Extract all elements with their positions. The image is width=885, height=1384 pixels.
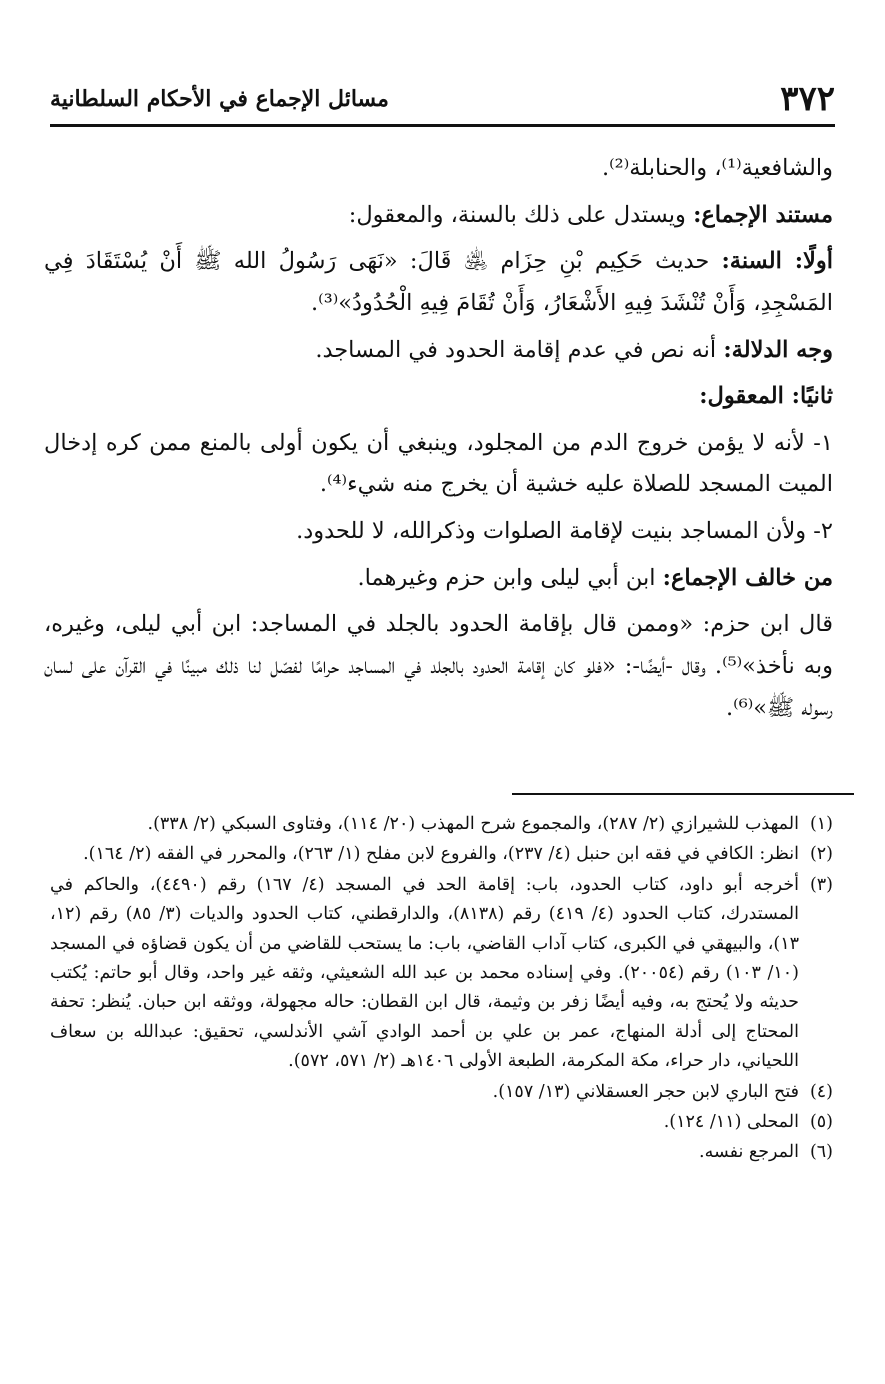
footnote-number: (٣) — [809, 874, 833, 895]
footnote — [50, 1078, 833, 1107]
section-label: من خالف الإجماع: — [662, 564, 833, 591]
page-number: ٣٧٢ — [780, 79, 835, 119]
section-label: وجه الدلالة: — [723, 336, 833, 363]
footnote — [50, 1138, 833, 1167]
footnote-text: المحلى (١١/ ١٢٤). — [663, 1111, 799, 1132]
section-label: ثانيًا: المعقول: — [699, 383, 833, 410]
footnote — [50, 871, 833, 1077]
main-text — [44, 148, 833, 734]
paragraph-text: ابن أبي ليلى وابن حزم وغيرهما. — [357, 564, 663, 591]
footnote-number: (١) — [809, 814, 833, 834]
footnote-text: فتح الباري لابن حجر العسقلاني (١٣/ ١٥٧). — [492, 1081, 799, 1102]
footnote-text: المرجع نفسه. — [699, 1142, 799, 1163]
paragraph: ٢- ولأن المساجد بنيت لإقامة الصلوات وذكرالله، لا للحدود. — [296, 518, 833, 544]
paragraph — [44, 195, 833, 237]
running-title: مسائل الإجماع في الأحكام السلطانية — [50, 86, 389, 112]
section-label: مستند الإجماع: — [693, 201, 833, 228]
paragraph — [44, 558, 833, 600]
footnote-number: (٢) — [809, 844, 833, 865]
paragraph-text: ويستدل على ذلك بالسنة، والمعقول: — [348, 201, 694, 228]
paragraph: ١- لأنه لا يؤمن خروج الدم من المجلود، وينبغي أن يكون أولى بالمنع ممن كره إدخال الميت المسجد للصلاة عليه خشية أن يخرج منه شيء⁽⁴⁾. — [44, 429, 833, 498]
footnote-number: (٦) — [809, 1142, 833, 1163]
paragraph — [44, 376, 833, 418]
footnote-number: (٤) — [809, 1081, 833, 1102]
footnote-text: المهذب للشيرازي (٢/ ٢٨٧)، والمجموع شرح المهذب (٢٠/ ١١٤)، وفتاوى السبكي (٢/ ٣٣٨). — [147, 814, 799, 834]
footnote — [50, 1108, 833, 1137]
footnote-divider — [512, 793, 854, 795]
section-label: أولًا: السنة: — [721, 248, 834, 275]
paragraph: والشافعية⁽¹⁾، والحنابلة⁽²⁾. — [601, 155, 833, 181]
paragraph-text: حديث حَكِيم بْنِ حِزَام ﵁ قَالَ: «نَهَى رَسُولُ الله ﷺ أَنْ يُسْتَقَادَ فِي المَسْجِدِ، وَأَنْ تُنْشَدَ فِيهِ الأَشْعَارُ، وَأَنْ تُقَامَ فِيهِ الْحُدُودُ»⁽³⁾. — [44, 248, 833, 316]
paragraph-text: أنه نص في عدم إقامة الحدود في المساجد. — [315, 336, 724, 363]
page-header — [50, 74, 835, 127]
footnote-text: أخرجه أبو داود، كتاب الحدود، باب: إقامة الحد في المسجد (٤/ ١٦٧) رقم (٤٤٩٠)، والحاكم في المستدرك، كتاب الحدود (٤/ ٤١٩) رقم (٨١٣٨)، والدارقطني، كتاب الحدود والديات (٣/ ٨٥) رقم (١٢، ١٣)، والبيهقي في الكبرى، كتاب آداب القاضي، باب: ما يستحب للقاضي من أن يكون قضاؤه في المسجد (١٠/ ١٠٣) رقم (٢٠٠٥٤). وفي إسناده محمد بن عبد الله الشعيثي، وثقه غير واحد، وقال أبو حاتم: يُكتب حديثه ولا يُحتج به، وفيه أيضًا زفر بن وثيمة، قال ابن القطان: حاله مجهولة، ووثقه ابن حبان. يُنظر: تحفة المحتاج إلى أدلة المنهاج، عمر بن علي بن أحمد الوادي آشي الأندلسي، تحقيق: عبدالله بن سعاف اللحياني، دار حراء، مكة المكرمة، الطبعة الأولى ١٤٠٦هـ (٢/ ٥٧١، ٥٧٢). — [50, 874, 799, 1072]
footnote — [50, 810, 833, 839]
footnotes — [50, 810, 833, 1169]
paragraph: قال ابن حزم: «وممن قال بإقامة الحدود بالجلد في المساجد: ابن أبي ليلى، وغيره، وبه نأخذ»⁽⁵⁾. وقال -أيضًا-: «فلو كان إقامة الحدود بالجلد في المساجد حرامًا لفصّل لنا ذلك مبينًا في القرآن على لسان رسوله ﷺ»⁽⁶⁾. — [44, 611, 833, 721]
footnote — [50, 840, 833, 869]
paragraph — [44, 241, 833, 324]
footnote-text: انظر: الكافي في فقه ابن حنبل (٤/ ٢٣٧)، والفروع لابن مفلح (١/ ٢٦٣)، والمحرر في الفقه (٢/ ١٦٤). — [83, 844, 799, 865]
footnote-number: (٥) — [809, 1111, 833, 1132]
paragraph — [44, 330, 833, 372]
